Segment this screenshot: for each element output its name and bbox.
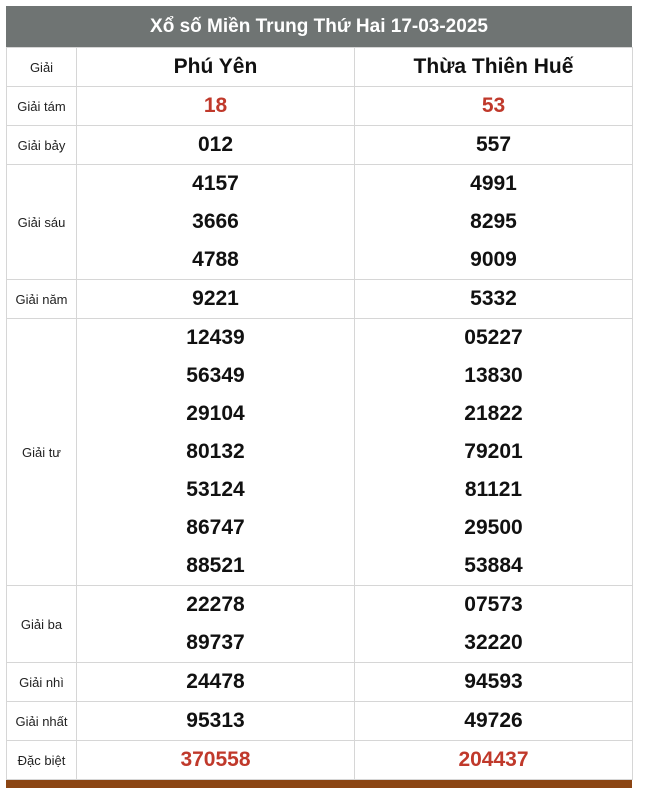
prize-number: 4788 xyxy=(192,248,239,271)
prize-label: Giải năm xyxy=(7,280,77,319)
results-table xyxy=(6,47,633,780)
prize-number: 79201 xyxy=(464,440,523,463)
prize-cell xyxy=(355,87,633,126)
prize-label: Giải sáu xyxy=(7,165,77,280)
prize-number: 56349 xyxy=(186,364,245,387)
prize-number: 89737 xyxy=(186,631,245,654)
prize-cell xyxy=(77,702,355,741)
prize-cell xyxy=(355,586,633,663)
prize-row xyxy=(7,702,633,741)
prize-number: 9009 xyxy=(470,248,517,271)
prize-number: 29104 xyxy=(186,402,245,425)
bottom-bar xyxy=(6,780,632,788)
prize-number: 21822 xyxy=(464,402,523,425)
prize-label: Đặc biệt xyxy=(7,741,77,780)
prize-number: 05227 xyxy=(464,326,523,349)
prize-number: 012 xyxy=(197,133,234,156)
prize-label: Giải nhất xyxy=(7,702,77,741)
prize-number: 9221 xyxy=(192,287,239,310)
prize-cell xyxy=(77,586,355,663)
prize-number: 5332 xyxy=(470,287,517,310)
prize-number: 3666 xyxy=(192,210,239,233)
prize-row xyxy=(7,586,633,663)
prize-number: 24478 xyxy=(186,670,245,693)
prize-row xyxy=(7,280,633,319)
prize-row xyxy=(7,87,633,126)
results-panel xyxy=(6,6,632,788)
prize-label: Giải tư xyxy=(7,319,77,586)
prize-cell xyxy=(77,741,355,780)
prize-number: 94593 xyxy=(464,670,523,693)
prize-cell xyxy=(77,319,355,586)
prize-cell xyxy=(355,741,633,780)
prize-number: 49726 xyxy=(464,709,523,732)
prize-row xyxy=(7,126,633,165)
prize-row xyxy=(7,319,633,586)
prize-number: 80132 xyxy=(186,440,245,463)
prize-number: 86747 xyxy=(186,516,245,539)
prize-label: Giải ba xyxy=(7,586,77,663)
prize-number: 12439 xyxy=(186,326,245,349)
prize-number: 53124 xyxy=(186,478,245,501)
prize-cell xyxy=(355,165,633,280)
prize-number: 13830 xyxy=(464,364,523,387)
prize-label: Giải bảy xyxy=(7,126,77,165)
prize-row xyxy=(7,165,633,280)
prize-number: 81121 xyxy=(464,478,523,501)
prize-number: 07573 xyxy=(464,593,523,616)
prize-cell xyxy=(77,87,355,126)
prize-number: 32220 xyxy=(464,631,523,654)
prize-number: 53884 xyxy=(464,554,523,577)
prize-number: 88521 xyxy=(186,554,245,577)
prize-cell xyxy=(355,702,633,741)
prize-number: 204437 xyxy=(458,748,529,771)
prize-cell xyxy=(355,280,633,319)
prize-number: 29500 xyxy=(464,516,523,539)
province-name: Thừa Thiên Huế xyxy=(355,48,633,87)
prize-cell xyxy=(355,319,633,586)
prize-cell xyxy=(77,663,355,702)
prize-row xyxy=(7,741,633,780)
prize-number: 4991 xyxy=(470,172,517,195)
prize-number: 95313 xyxy=(186,709,245,732)
header-row xyxy=(7,48,633,87)
prize-cell xyxy=(355,663,633,702)
province-name: Phú Yên xyxy=(77,48,355,87)
prize-row xyxy=(7,663,633,702)
prize-cell xyxy=(77,126,355,165)
prize-number: 557 xyxy=(475,133,512,156)
prize-number: 22278 xyxy=(186,593,245,616)
prize-cell xyxy=(355,126,633,165)
prize-label: Giải tám xyxy=(7,87,77,126)
prize-cell xyxy=(77,165,355,280)
prize-number: 8295 xyxy=(470,210,517,233)
prize-cell xyxy=(77,280,355,319)
prize-number: 53 xyxy=(481,94,506,117)
header-label: Giải xyxy=(7,48,77,87)
prize-number: 4157 xyxy=(192,172,239,195)
prize-number: 370558 xyxy=(180,748,251,771)
page-title: Xổ số Miền Trung Thứ Hai 17-03-2025 xyxy=(6,6,632,47)
prize-label: Giải nhì xyxy=(7,663,77,702)
prize-number: 18 xyxy=(203,94,228,117)
